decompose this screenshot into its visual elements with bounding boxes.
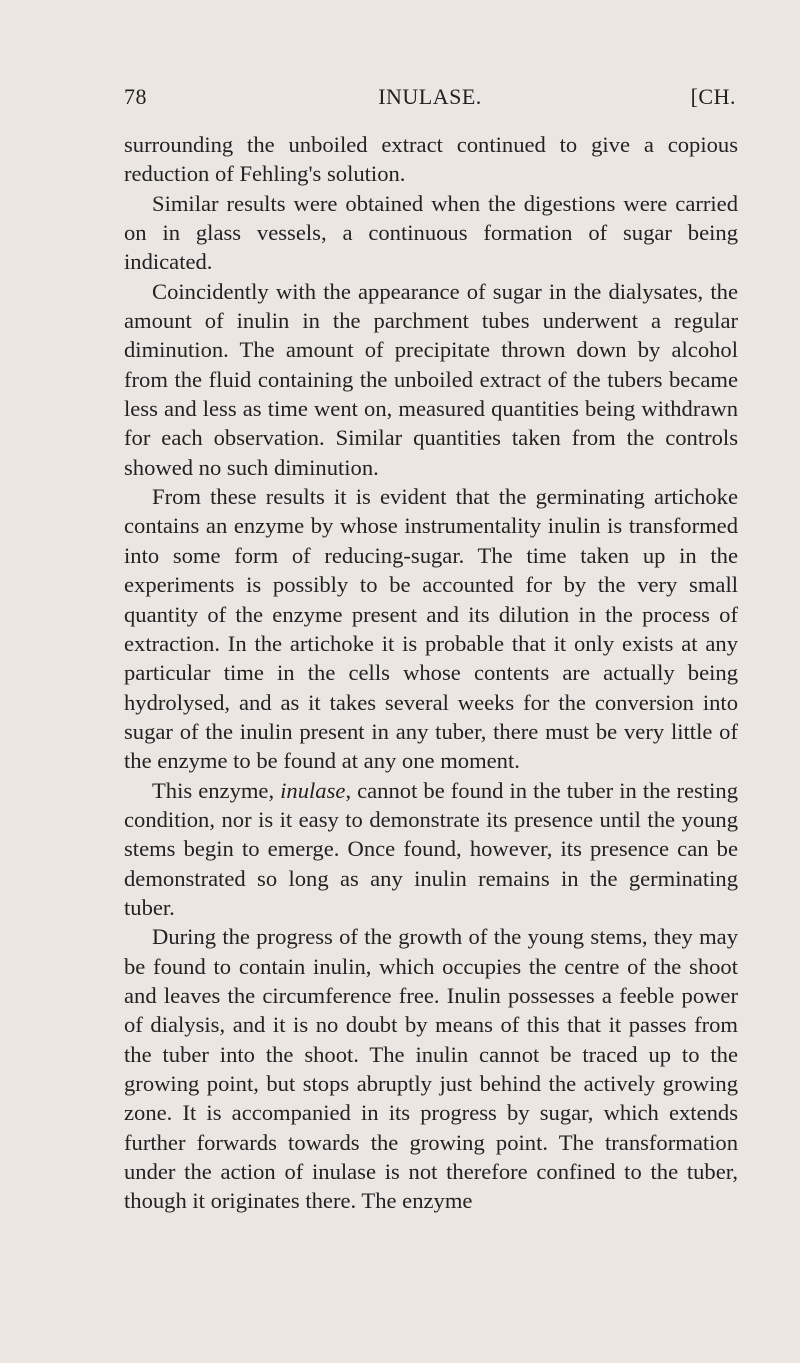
chapter-marker: [CH. (690, 84, 736, 109)
paragraph-3: Coincidently with the appearance of sugar in the dialysates, the amount of inulin in the parchment tubes underwent a regular diminution. The amount of precipitate thrown down by alcohol from the fluid containing the unboiled extract of the tubers became less and less as time went on, measured quantities being withdrawn for each observation. Similar quantities taken from the controls showed no such diminution. (124, 278, 738, 480)
paragraph-4: From these results it is evident that the germinating artichoke contains an enzyme by whose instrumentality inulin is transformed into some form of reducing-sugar. The time taken up in the experiments is possibly to be accounted for by the very small quantity of the enzyme present and its dilution in the process of extraction. In the artichoke it is probable that it only exists at any particular time in the cells whose contents are actually being hydrolysed, and as it takes several weeks for the conversion into sugar of the inulin present in any tuber, there must be very little of the enzyme to be found at any one moment. (124, 484, 738, 774)
body-text (124, 130, 738, 1216)
paragraph-5-rest: , cannot be found in the tuber in the resting condition, nor is it easy to demonstrate its presence until the young stems begin to emerge. Once found, however, its presence can be demonstrated so long as any inulin remains in the germinating tuber. (124, 777, 738, 920)
inulase-term: inulase (280, 777, 346, 803)
paragraph-6: During the progress of the growth of the young stems, they may be found to contain inulin, which occupies the centre of the shoot and leaves the circumference free. Inulin possesses a feeble power of dialysis, and it is no doubt by means of this that it passes from the tuber into the shoot. The inulin cannot be traced up to the growing point, but stops abruptly just behind the actively growing zone. It is accompanied in its progress by sugar, which extends further forwards towards the growing point. The transformation under the action of inulase is not therefore confined to the tuber, though it originates there. The enzyme (124, 924, 738, 1214)
paragraph-5-start: This enzyme, (152, 777, 281, 803)
running-title: INULASE. (378, 84, 482, 109)
paragraph-1: surrounding the unboiled extract continued to give a copious reduction of Fehling's solution. (124, 132, 738, 187)
running-header (124, 84, 736, 114)
paragraph-2: Similar results were obtained when the digestions were carried on in glass vessels, a continuous formation of sugar being indicated. (124, 190, 738, 275)
page-number: 78 (124, 84, 147, 109)
paragraph-5 (124, 776, 738, 923)
